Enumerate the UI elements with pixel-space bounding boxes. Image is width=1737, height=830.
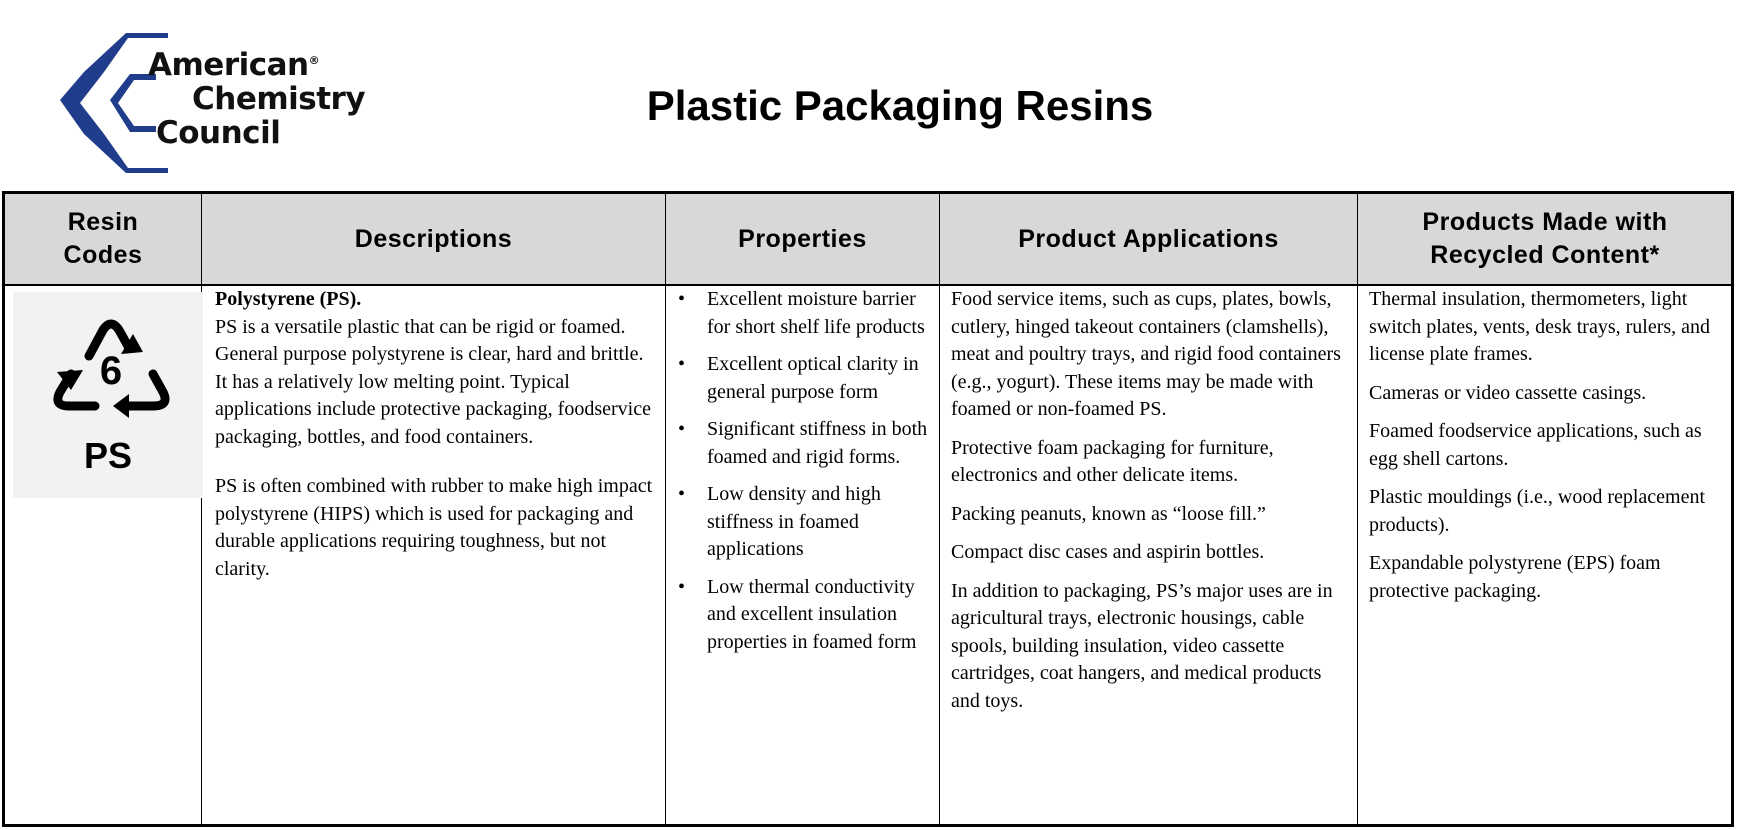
resin-code-badge: [13, 292, 203, 498]
resin-code-number: 6: [99, 349, 123, 393]
properties-cell: [670, 286, 932, 666]
acc-logo: [60, 30, 366, 176]
resin-table: [2, 191, 1734, 827]
application-paragraph: In addition to packaging, PS’s major uses are in agricultural trays, electronic housings, cable spools, building insulation, video cassette cartridges, coat hangers, and medical products and toys.: [951, 579, 1333, 712]
property-item: • Low thermal conductivity and excellent insulation properties in foamed form: [670, 574, 932, 657]
application-paragraph: Packing peanuts, known as “loose fill.”: [951, 502, 1266, 525]
description-cell: [215, 286, 655, 583]
description-paragraph: PS is often combined with rubber to make high impact polystyrene (HIPS) which is used for packaging and durable applications requiring toughness, but not clarity.: [215, 475, 653, 580]
logo-line-2: Chemistry: [192, 81, 366, 117]
recycled-paragraph: Plastic mouldings (i.e., wood replacement products).: [1369, 486, 1706, 536]
column-header-descriptions: Descriptions: [354, 224, 513, 253]
column-header-resin-codes: Resin Codes: [63, 208, 143, 269]
application-paragraph: Food service items, such as cups, plates, bowls, cutlery, hinged takeout containers (clamshells), meat and poultry trays, and rigid food containers (e.g., yogurt). These items may be made with foamed or non-foamed PS.: [951, 288, 1341, 420]
description-paragraph: PS is a versatile plastic that can be rigid or foamed. General purpose polystyrene is clear, hard and brittle. It has a relatively low melting point. Typical applications include protective packaging, foodservice packaging, bottles, and food containers.: [215, 315, 651, 448]
table-header: [5, 194, 1731, 286]
description-title: Polystyrene (PS).: [215, 288, 362, 310]
property-item: • Significant stiffness in both foamed and rigid forms.: [670, 416, 932, 471]
recycled-paragraph: Expandable polystyrene (EPS) foam protective packaging.: [1369, 552, 1661, 602]
logo-line-3: Council: [156, 115, 281, 151]
table-row: [5, 286, 1731, 824]
recycled-paragraph: Foamed foodservice applications, such as egg shell cartons.: [1369, 420, 1702, 470]
logo-line-1: American: [148, 47, 309, 83]
property-item: • Excellent optical clarity in general purpose form: [670, 351, 932, 406]
column-header-recycled-content: Products Made with Recycled Content*: [1422, 208, 1668, 269]
recycled-content-cell: [1369, 286, 1729, 605]
application-paragraph: Protective foam packaging for furniture, electronics and other delicate items.: [951, 436, 1274, 486]
recycled-paragraph: Thermal insulation, thermometers, light switch plates, vents, desk trays, rulers, and license plate frames.: [1369, 288, 1711, 365]
logo-registered-mark: ®: [308, 54, 320, 67]
resin-code-abbr: PS: [83, 435, 133, 476]
recycled-paragraph: Cameras or video cassette casings.: [1369, 381, 1647, 404]
application-paragraph: Compact disc cases and aspirin bottles.: [951, 541, 1265, 563]
property-item: • Low density and high stiffness in foamed applications: [670, 481, 932, 564]
applications-cell: [951, 286, 1351, 715]
column-header-properties: Properties: [738, 224, 867, 253]
page-title: Plastic Packaging Resins: [646, 82, 1154, 129]
property-item: • Excellent moisture barrier for short shelf life products: [670, 286, 932, 341]
column-header-product-applications: Product Applications: [1018, 224, 1279, 253]
